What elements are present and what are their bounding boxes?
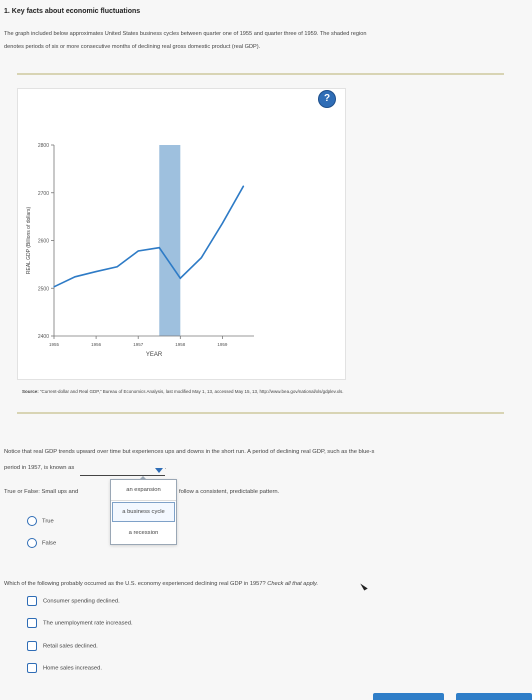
source-note <box>22 389 522 394</box>
radio-label: False <box>42 540 57 547</box>
intro-line-1: The graph included below approximates United States business cycles between quarter one of 1955 and quarter three of 1959. The shaded region <box>4 31 367 37</box>
question-title: 1. Key facts about economic fluctuations <box>4 8 141 15</box>
q2-suffix: follow a consistent, predictable pattern. <box>179 489 280 495</box>
x-axis-label: YEAR <box>145 352 163 358</box>
q1-text-2: period in 1957, is known as <box>4 465 75 471</box>
y-axis-label: REAL GDP (Billions of dollars) <box>26 206 32 275</box>
checkbox-consumer-spending[interactable] <box>27 596 120 606</box>
intro-text <box>4 28 532 54</box>
question-3 <box>4 581 530 587</box>
checkbox[interactable] <box>27 663 37 673</box>
dropdown-menu[interactable] <box>110 479 177 545</box>
x-tick-label: 1957 <box>133 342 144 347</box>
y-tick-label: 2400 <box>37 334 49 340</box>
checkbox-home-sales[interactable] <box>27 663 102 673</box>
radio-button[interactable] <box>27 538 37 548</box>
y-tick-label: 2800 <box>37 143 49 149</box>
checkbox[interactable] <box>27 618 37 628</box>
checkbox[interactable] <box>27 641 37 651</box>
x-tick-label: 1959 <box>217 342 228 347</box>
checkbox[interactable] <box>27 596 37 606</box>
gdp-chart <box>18 89 345 379</box>
x-tick-label: 1955 <box>48 342 60 347</box>
chart-panel <box>17 88 346 380</box>
checkbox-unemployment[interactable] <box>27 618 133 628</box>
gdp-data-point <box>201 257 202 258</box>
radio-false[interactable] <box>27 538 56 548</box>
recession-shade <box>159 145 180 336</box>
gdp-data-point <box>96 271 97 272</box>
source-text: “Current-dollar and Real GDP,” Bureau of Economics Analysis, last modified May 1, 13, accessed May 15, 13, http://www.bea.gov/national/xls/gdplev.xls. <box>40 389 344 394</box>
chevron-down-icon <box>155 468 163 473</box>
dropdown-option-recession[interactable]: a recession <box>128 530 159 536</box>
next-button[interactable] <box>456 693 532 700</box>
y-tick-label: 2600 <box>37 238 49 245</box>
checkbox-label: Home sales increased. <box>43 665 102 672</box>
checkbox-retail-sales[interactable] <box>27 641 98 651</box>
y-tick-label: 2700 <box>37 190 49 197</box>
grade-button[interactable] <box>373 693 444 700</box>
gdp-data-point <box>159 247 160 248</box>
divider-top <box>17 73 504 75</box>
gdp-series-line <box>54 186 243 287</box>
radio-button[interactable] <box>27 516 37 526</box>
gdp-data-point <box>222 223 223 224</box>
checkbox-label: Retail sales declined. <box>43 643 98 650</box>
dropdown-pointer <box>139 476 147 480</box>
q1-text: Notice that real GDP trends upward over time but experiences ups and downs in the short run. A period of declining real GDP, such as the blue-s <box>4 449 375 455</box>
x-tick-label: 1958 <box>175 342 186 347</box>
gdp-data-point <box>117 266 118 267</box>
checkbox-label: The unemployment rate increased. <box>43 620 133 627</box>
gdp-data-point <box>138 250 139 251</box>
q2-prefix: True or False: Small ups and <box>4 489 79 495</box>
x-tick-label: 1956 <box>91 342 102 347</box>
dropdown-option-business-cycle[interactable]: a business cycle <box>112 502 175 522</box>
radio-true[interactable] <box>27 516 54 526</box>
q3-text: Which of the following probably occurred as the U.S. economy experienced declining real GDP in 1957? <box>4 581 266 587</box>
q3-hint: Check all that apply. <box>267 581 319 587</box>
gdp-data-point <box>53 286 54 287</box>
divider-bottom <box>17 412 504 414</box>
source-label: Source: <box>22 389 39 394</box>
dropdown-option-expansion[interactable]: an expansion <box>111 480 176 501</box>
gdp-data-point <box>74 276 75 277</box>
answer-dropdown-blank[interactable] <box>80 466 165 476</box>
help-icon[interactable]: ? <box>319 91 335 107</box>
gdp-data-point <box>180 278 181 279</box>
intro-line-2: denotes periods of six or more consecutive months of declining real gross domestic product (real GDP). <box>4 44 261 50</box>
question-1: Notice that real GDP trends upward over time but experiences ups and downs in the short run. A period of declining real GDP, such as the blue-s period in 1957, is known as . <box>4 444 530 476</box>
y-tick-label: 2500 <box>37 286 49 293</box>
checkbox-label: Consumer spending declined. <box>43 598 120 605</box>
gdp-data-point <box>243 185 244 186</box>
radio-label: True <box>42 518 54 525</box>
